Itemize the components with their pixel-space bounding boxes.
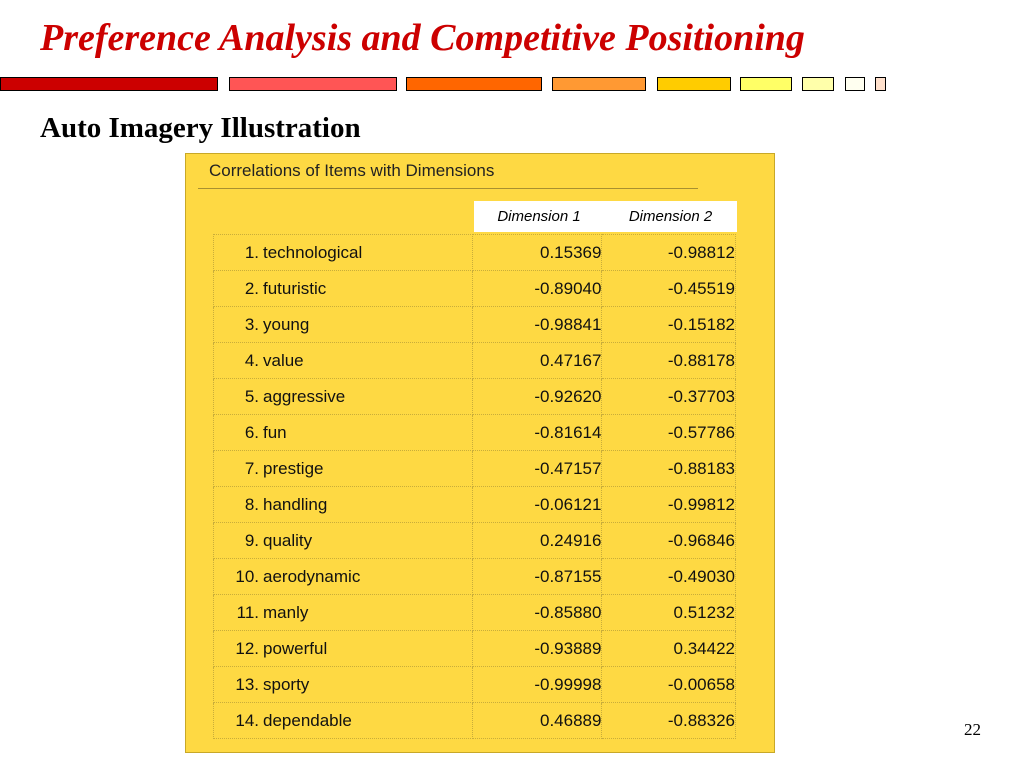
dimension-1-value: -0.98841: [472, 307, 602, 343]
dimension-header: [474, 201, 737, 232]
dimension-2-value: -0.98812: [602, 235, 736, 271]
item-label: fun: [263, 422, 287, 442]
item-cell: [214, 271, 473, 307]
item-number: 2.: [244, 278, 259, 298]
item-cell: [214, 559, 473, 595]
item-number: 1.: [244, 242, 259, 262]
item-label: young: [263, 314, 310, 334]
item-label: handling: [263, 494, 328, 514]
item-cell: [214, 415, 473, 451]
item-number: 4.: [244, 350, 259, 370]
table-row: [214, 559, 736, 595]
item-number: 8.: [244, 494, 259, 514]
table-row: [214, 307, 736, 343]
dimension-2-value: -0.88178: [602, 343, 736, 379]
table-row: [214, 235, 736, 271]
panel-caption: Correlations of Items with Dimensions: [209, 161, 495, 180]
page-number: 22: [964, 720, 981, 739]
caption-divider: [198, 188, 698, 189]
table-row: [214, 703, 736, 739]
dimension-2-value: -0.88183: [602, 451, 736, 487]
dimension-1-value: -0.92620: [472, 379, 602, 415]
item-number: 7.: [244, 458, 259, 478]
table-row: [214, 415, 736, 451]
color-bar-4: [552, 77, 646, 91]
dimension-2-value: -0.99812: [602, 487, 736, 523]
dimension-2-value: -0.37703: [602, 379, 736, 415]
color-bar-1: [0, 77, 218, 91]
dimension-1-value: -0.06121: [472, 487, 602, 523]
column-header-dimension-2: Dimension 2: [628, 208, 713, 225]
dimension-2-value: 0.51232: [602, 595, 736, 631]
item-label: value: [263, 350, 304, 370]
item-cell: [214, 667, 473, 703]
item-label: prestige: [263, 458, 324, 478]
item-cell: [214, 307, 473, 343]
dimension-1-value: 0.47167: [472, 343, 602, 379]
color-bar-2: [229, 77, 397, 91]
table-row: [214, 595, 736, 631]
dimension-1-value: 0.15369: [472, 235, 602, 271]
table-row: [214, 343, 736, 379]
item-cell: [214, 487, 473, 523]
table-row: [214, 487, 736, 523]
table-row: [214, 631, 736, 667]
slide-subtitle: Auto Imagery Illustration: [40, 112, 361, 144]
item-label: dependable: [263, 710, 352, 730]
item-number: 3.: [244, 314, 259, 334]
table-row: [214, 271, 736, 307]
item-label: quality: [263, 530, 313, 550]
dimension-2-value: -0.57786: [602, 415, 736, 451]
correlations-panel: [185, 153, 775, 753]
dimension-1-value: -0.85880: [472, 595, 602, 631]
dimension-1-value: -0.89040: [472, 271, 602, 307]
dimension-2-value: -0.00658: [602, 667, 736, 703]
item-number: 10.: [235, 566, 259, 586]
item-label: powerful: [263, 638, 328, 658]
item-label: technological: [263, 242, 363, 262]
item-number: 13.: [235, 674, 259, 694]
item-cell: [214, 379, 473, 415]
dimension-1-value: -0.93889: [472, 631, 602, 667]
item-number: 12.: [235, 638, 259, 658]
dimension-2-value: -0.15182: [602, 307, 736, 343]
item-label: manly: [263, 602, 309, 622]
item-cell: [214, 703, 473, 739]
table-row: [214, 667, 736, 703]
dimension-2-value: -0.45519: [602, 271, 736, 307]
item-number: 14.: [235, 710, 259, 730]
item-cell: [214, 631, 473, 667]
color-bar-8: [845, 77, 865, 91]
dimension-1-value: 0.24916: [472, 523, 602, 559]
item-cell: [214, 451, 473, 487]
item-number: 11.: [236, 602, 259, 622]
color-bar-6: [740, 77, 792, 91]
item-cell: [214, 595, 473, 631]
item-label: aerodynamic: [263, 566, 361, 586]
table-row: [214, 523, 736, 559]
table-row: [214, 451, 736, 487]
item-number: 5.: [244, 386, 259, 406]
dimension-1-value: -0.81614: [472, 415, 602, 451]
item-label: sporty: [263, 674, 310, 694]
item-number: 6.: [244, 422, 259, 442]
slide-title: Preference Analysis and Competitive Positioning: [40, 17, 805, 59]
dimension-1-value: -0.87155: [472, 559, 602, 595]
item-label: aggressive: [263, 386, 346, 406]
dimension-2-value: 0.34422: [602, 631, 736, 667]
item-label: futuristic: [263, 278, 327, 298]
dimension-2-value: -0.88326: [602, 703, 736, 739]
item-cell: [214, 343, 473, 379]
correlations-table: [213, 234, 736, 739]
item-number: 9.: [244, 530, 259, 550]
dimension-2-value: -0.96846: [602, 523, 736, 559]
color-bar-5: [657, 77, 731, 91]
dimension-1-value: -0.47157: [472, 451, 602, 487]
color-bar-9: [875, 77, 886, 91]
item-cell: [214, 235, 473, 271]
dimension-1-value: 0.46889: [472, 703, 602, 739]
item-cell: [214, 523, 473, 559]
column-header-dimension-1: Dimension 1: [497, 208, 581, 225]
table-row: [214, 379, 736, 415]
color-bar-3: [406, 77, 542, 91]
color-bar-7: [802, 77, 834, 91]
dimension-2-value: -0.49030: [602, 559, 736, 595]
dimension-1-value: -0.99998: [472, 667, 602, 703]
